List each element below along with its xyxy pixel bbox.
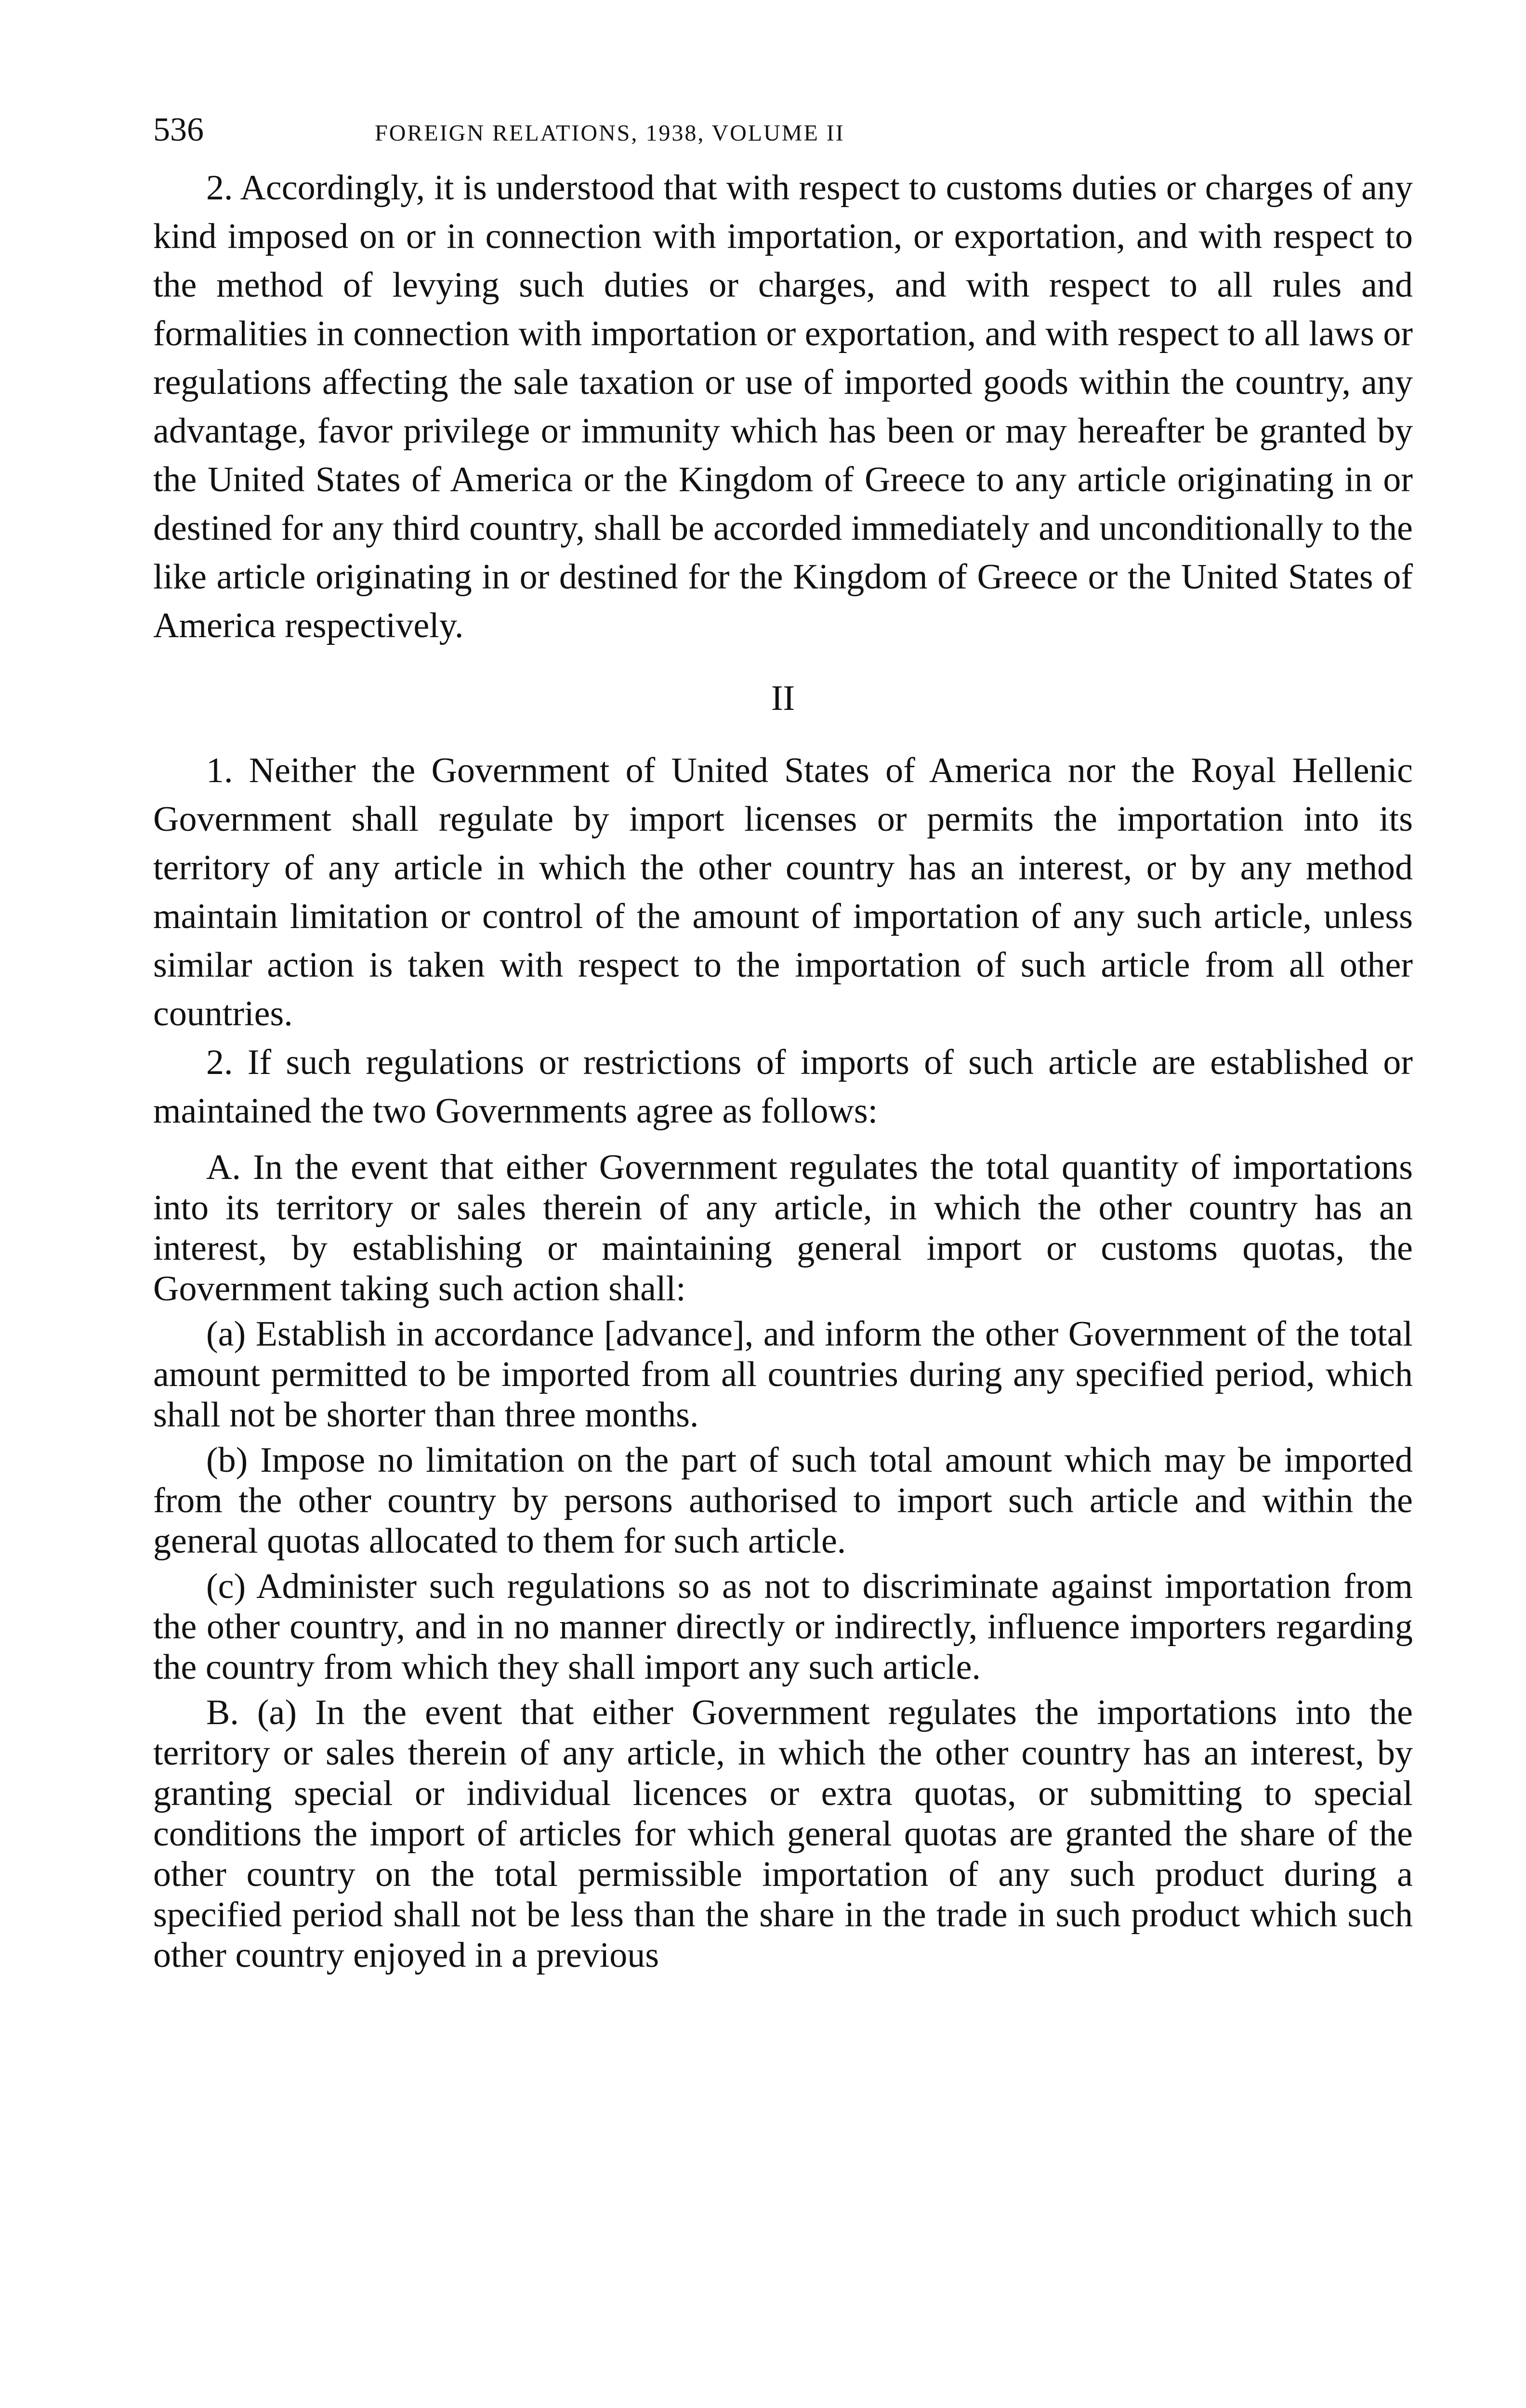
paragraph-a-a: (a) Establish in accordance [advance], and inform the other Government of the total amount permitted to be imported from all countries during any specified period, which shall not be shorter than three months. [153,1314,1413,1435]
running-title: FOREIGN RELATIONS, 1938, VOLUME II [375,120,845,146]
paragraph-a-c: (c) Administer such regulations so as not to discriminate against importation from the other country, and in no manner directly or indirectly, influence importers regarding the country from which they shall import any such article. [153,1567,1413,1687]
paragraph-b-a: B. (a) In the event that either Government regulates the importations into the territory or sales therein of any article, in which the other country has an interest, by granting special or individual licences or extra quotas, or submitting to special conditions the import of articles for which general quotas are granted the share of the other country on the total permissible importation of any such product during a specified period shall not be less than the share in the trade in such product which such other country enjoyed in a previous [153,1693,1413,1975]
paragraph-ii-1: 1. Neither the Government of United States of America nor the Royal Hellenic Government shall regulate by import licenses or permits the importation into its territory of any article in which the other country has an interest, or by any method maintain limitation or control of the amount of importation of any such article, unless similar action is taken with respect to the importation of such article from all other countries. [153,751,1413,1034]
page-number: 536 [153,111,204,148]
paragraph-i-2: 2. Accordingly, it is understood that with respect to customs duties or charges of any kind imposed on or in connection with importation, or exportation, and with respect to the method of levying such duties or charges, and with respect to all rules and formalities in connection with importation or exportation, and with respect to all laws or regulations affecting the sale taxation or use of imported goods within the country, any advantage, favor privilege or immunity which has been or may hereafter be granted by the United States of America or the Kingdom of Greece to any article originating in or destined for any third country, shall be accorded immediately and unconditionally to the like article originating in or destined for the Kingdom of Greece or the United States of America respectively. [153,168,1413,645]
paragraph-a-b: (b) Impose no limitation on the part of such total amount which may be imported from the other country by persons authorised to import such article and within the general quotas allocated to them for such article. [153,1440,1413,1561]
section-heading: II [771,679,795,718]
running-head [153,111,1413,159]
paragraph-ii-2: 2. If such regulations or restrictions of imports of such article are established or maintained the two Governments agree as follows: [153,1043,1413,1131]
document-page [153,111,1413,1976]
paragraph-a: A. In the event that either Government regulates the total quantity of importations into its territory or sales therein of any article, in which the other country has an interest, by establishing or maintaining general import or customs quotas, the Government taking such action shall: [153,1148,1413,1309]
